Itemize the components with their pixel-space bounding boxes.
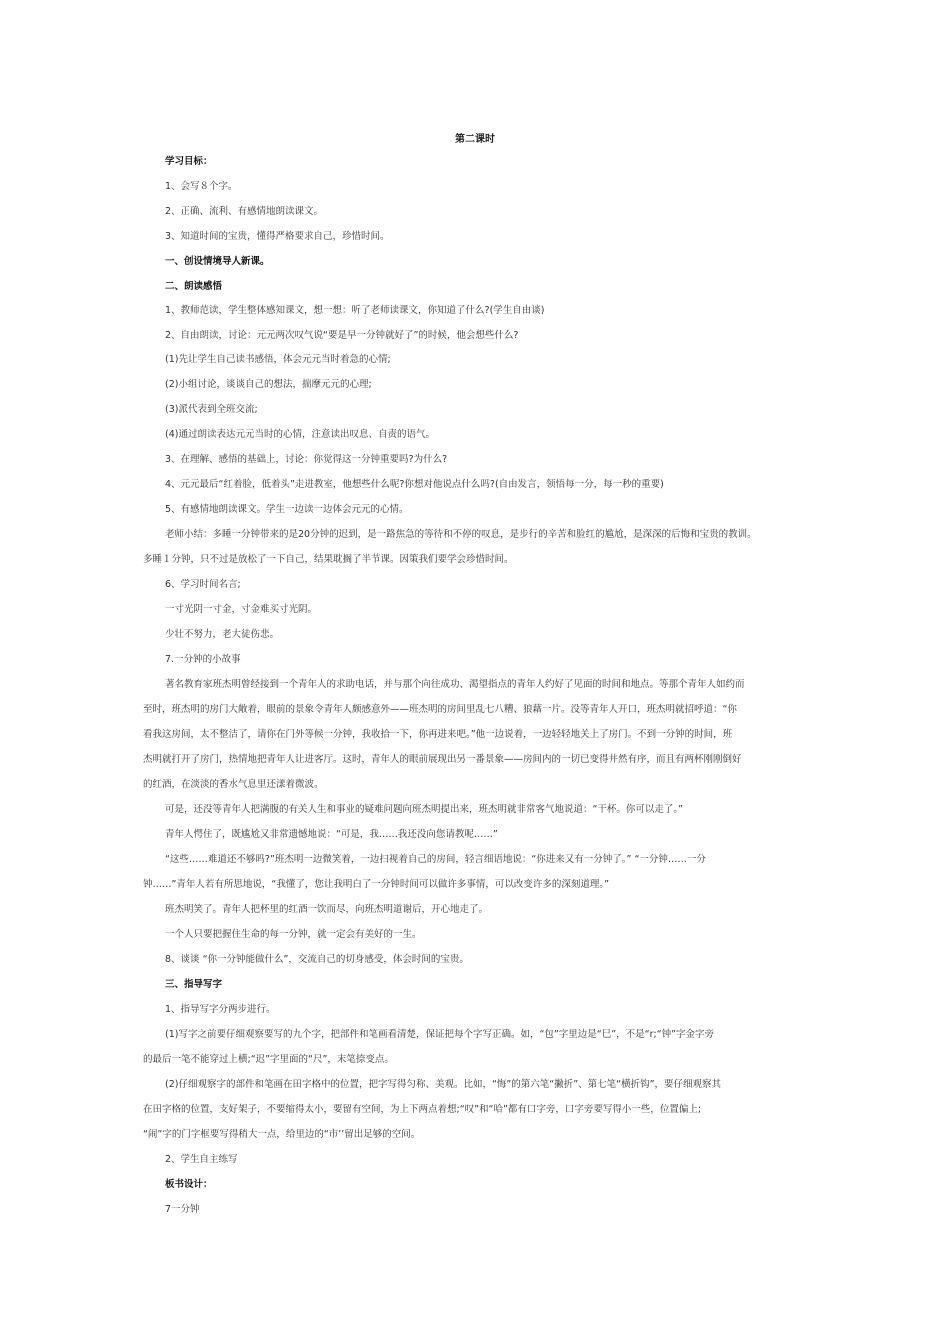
text-line: 看我这房间，太不整洁了，请你在门外等候一分钟，我收拾一下，你再进来吧。”他一边说着，一边轻轻地关上了房门。不到一分钟的时间，班 bbox=[143, 729, 733, 740]
section-heading: 三、指导写字 bbox=[165, 979, 223, 990]
text-line: (1)先让学生自己读书感悟，体会元元当时着急的心情; bbox=[165, 354, 391, 365]
text-line: (1)写字之前要仔细观察要写的九个字，把部件和笔画看清楚，保证把每个字写正确。如，“包”字里边是“巳”，不是“r;“钟”字金字旁 bbox=[165, 1029, 715, 1040]
text-line: 班杰明笑了。青年人把杯里的红酒一饮而尽，向班杰明道谢后，开心地走了。 bbox=[165, 904, 489, 915]
section-heading: 板书设计： bbox=[165, 1179, 213, 1190]
text-line: 多睡１分钟，只不过是放松了一下自己，结果耽搁了半节课。因策我们要学会珍惜时间。 bbox=[143, 554, 514, 565]
text-line: 青年人愕住了，既尴尬又非常遗憾地说：“可是，我……我还没向您请教呢……” bbox=[165, 829, 498, 840]
page-title: 第二课时 bbox=[455, 134, 495, 145]
text-line: 1、会写８个字。 bbox=[165, 181, 238, 192]
text-line: 钟……”青年人若有所思地说，“我懂了，您让我明白了一分钟时间可以做许多事情，可以改变许多的深刻道理。” bbox=[143, 879, 610, 890]
text-line: 8、谈谈 “你一分钟能做什么”，交流自己的切身感受，体会时间的宝贵。 bbox=[165, 954, 469, 965]
text-line: 3、知道时间的宝贵，懂得严格要求自己，珍惜时间。 bbox=[165, 231, 390, 242]
text-line: 2、自由朗读，讨论：元元两次叹气说“要是早一分钟就好了”的时候，他会想些什么? bbox=[165, 330, 519, 341]
text-line: 1、指导写字分两步进行。 bbox=[165, 1004, 276, 1015]
text-line: 2、正确、流利、有感情地朗读课文。 bbox=[165, 206, 324, 217]
text-line: 2、学生自主练写 bbox=[165, 1154, 238, 1165]
text-line: 少壮不努力，老大徒伤悲。 bbox=[165, 629, 280, 640]
text-line: 的最后一笔不能穿过上横;“迟”字里面的“尺”，末笔捺变点。 bbox=[143, 1054, 394, 1065]
text-line: 可是，还没等青年人把满腹的有关人生和事业的疑难问题向班杰明提出来，班杰明就非常客气地说道：“干杯。你可以走了。” bbox=[165, 804, 684, 815]
text-line: 4、元元最后“红着脸，低着头”走进教室，他想些什么呢?你想对他说点什么吗?(自由发言，领悟每一分，每一秒的重要) bbox=[165, 479, 664, 490]
text-line: (2)仔细观察字的部件和笔画在田字格中的位置，把字写得匀称、美观。比如，“悔”的第六笔“撇折”、第七笔“横折钩”，要仔细观察其 bbox=[165, 1079, 721, 1090]
text-line: “闹”字的门字框要写得稍大一点，给里边的“市’’留出足够的空间。 bbox=[143, 1129, 421, 1140]
text-line: 老师小结：多睡一分钟带来的是20分钟的迟到，是一路焦急的等待和不停的叹息，是步行的辛苦和脸红的尴尬，是深深的后悔和宝贵的教训。 bbox=[165, 529, 757, 540]
text-line: 1、教师范读，学生整体感知课文，想一想：听了老师读课文，你知道了什么?(学生自由谈) bbox=[165, 305, 545, 316]
text-line: 著名教育家班杰明曾经接到一个青年人的求助电话，并与那个向往成功、渴望指点的青年人约好了见面的时间和地点。等那个青年人如约而 bbox=[165, 679, 745, 690]
section-heading: 二、朗读感悟 bbox=[165, 281, 223, 292]
text-line: (2)小组讨论，谈谈自己的想法，揣摩元元的心理; bbox=[165, 379, 372, 390]
text-line: 一个人只要把握住生命的每一分钟，就一定会有美好的一生。 bbox=[165, 929, 422, 940]
text-line: 至时，班杰明的房门大敞着，眼前的景象令青年人颇感意外——班杰明的房间里乱七八糟、狼藉一片。没等青年人开口，班杰明就招呼道：“你 bbox=[143, 704, 737, 715]
text-line: 在田字格的位置，支好架子，不要缩得太小，要留有空间，为上下两点着想;“叹”和“哈”都有口字旁，口字旁要写得小一些，位置偏上; bbox=[143, 1104, 702, 1115]
section-heading: 学习目标： bbox=[165, 156, 213, 167]
text-line: 3、在理解、感悟的基础上，讨论：你觉得这一分钟重要吗?为什么? bbox=[165, 454, 448, 465]
text-line: 7一分钟 bbox=[165, 1204, 200, 1215]
section-heading: 一、创设情境导人新课。 bbox=[165, 256, 270, 267]
text-line: 5、有感情地朗读课文。学生一边读一边体会元元的心情。 bbox=[165, 504, 409, 515]
text-line: 杰明就打开了房门，热情地把青年人让进客厅。这时，青年人的眼前展现出另一番景象——房间内的一切已变得井然有序，而且有两杯刚刚倒好 bbox=[143, 754, 742, 765]
text-line: (4)通过朗读表达元元当时的心情，注意读出叹息、自责的语气。 bbox=[165, 429, 435, 440]
text-line: “这些……难道还不够吗?”班杰明一边微笑着，一边扫视着自己的房间，轻言细语地说：“你进来又有一分钟了。” “一分钟……一分 bbox=[165, 854, 706, 865]
text-line: (3)派代表到全班交流; bbox=[165, 404, 258, 415]
text-line: 6、学习时间名言; bbox=[165, 579, 241, 590]
text-line: 一寸光阴一寸金，寸金难买寸光阴。 bbox=[165, 604, 318, 615]
text-line: 的红酒，在淡淡的香水气息里还漾着微波。 bbox=[143, 779, 324, 790]
text-line: 7.一分钟的小故事 bbox=[165, 654, 241, 665]
